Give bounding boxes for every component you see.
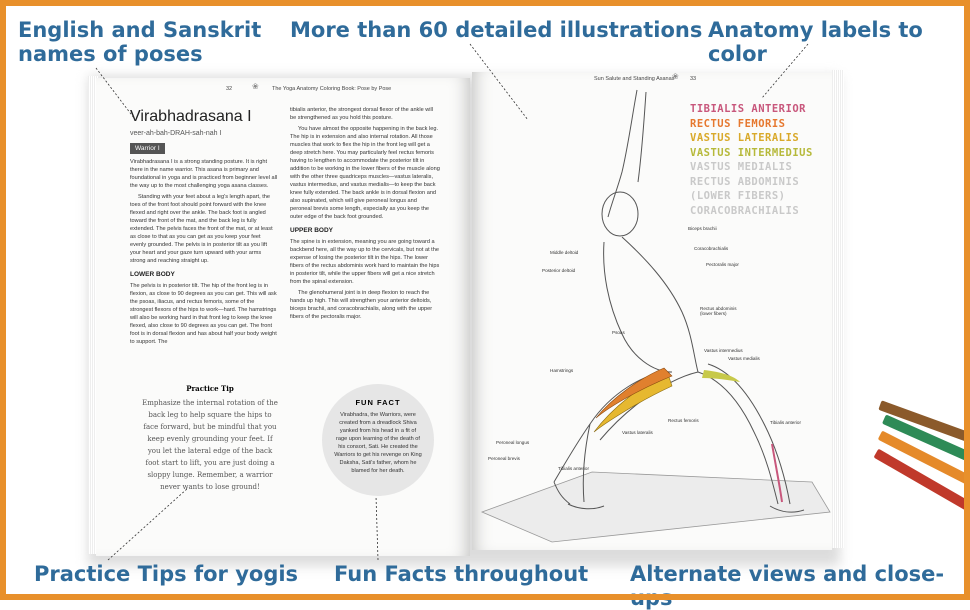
label-coraco: Coracobrachialis [694,246,728,251]
callout-views: Alternate views and close-ups [630,562,970,610]
legend-item: VASTUS INTERMEDIUS [690,146,813,161]
left-running-head: The Yoga Anatomy Coloring Book: Pose by Pose [272,86,391,92]
label-rect-fem: Rectus femoris [668,418,699,423]
callout-facts: Fun Facts throughout [334,562,588,586]
para2-text: Standing with your feet about a leg's length apart, the toes of the front foot should point forward with the knee flexed and right over the ankle. The back foot is angled toward the front of the mat, and the back leg is fully extended. The pelvis faces the front of the mat, or at least as close to that as you can get as you keep your feet evenly grounded. The pelvis is in posterior tilt as you lift your heart and your gaze turn upward with your arms strong and reaching straight up. [130,193,278,265]
legend-item: (LOWER FIBERS) [690,189,813,204]
left-page-number: 32 [226,86,232,92]
label-biceps: Biceps brachii [688,226,717,231]
leader-names [96,68,134,118]
upper-body-text: The spine is in extension, meaning you are going toward a backbend here, all the way up to the cervicals, but not at the expense of losing the posterior tilt in the hips. The lower fibers of the rectus abdominis work hard to maintain the hips in posterior tilt, while the upper fibers will get a nice stretch from the spinal extension. [290,238,440,286]
english-name-badge: Warrior I [130,143,165,154]
label-vast-lat: Vastus lateralis [622,430,653,435]
legend-item: TIBIALIS ANTERIOR [690,102,813,117]
lotus-icon: ❀ [252,82,259,91]
legend-item: CORACOBRACHIALIS [690,204,813,219]
label-tib-ant-bottom: Tibialis anterior [558,466,589,471]
leader-tips [108,488,188,560]
intro-text: Virabhadrasana I is a strong standing posture. It is right there in the name warrior. This asana is primary and foundational in yoga and is practiced from beginner level all the way up to the most challenging yoga asana classes. [130,158,278,190]
upper-body-heading: UPPER BODY [290,227,440,235]
label-per-long: Peroneal longus [496,440,529,445]
label-hamstrings: Hamstrings [550,368,573,373]
pose-title: Virabhadrasana I [130,108,252,126]
label-tib-ant-right: Tibialis anterior [770,420,801,425]
label-vast-int: Vastus intermedius [704,348,743,353]
label-per-brev: Peroneal brevis [488,456,520,461]
tip-body: Emphasize the internal rotation of the back leg to help square the hips to face forward, but be mindful that you keep evenly grounding your feet. If you let the lateral edge of the back foot start to lift, you are just doing a sloppy lunge. Remember, a warrior never wants to lose ground! [140,397,280,493]
label-post-delt: Posterior deltoid [542,268,575,273]
legend-item: RECTUS FEMORIS [690,117,813,132]
callout-illustrations: More than 60 detailed illustrations [290,18,702,42]
callout-names: English and Sanskrit names of poses [18,18,261,66]
legend-item: RECTUS ABDOMINIS [690,175,813,190]
legend-item: VASTUS LATERALIS [690,131,813,146]
pronunciation: veer-ah-bah-DRAH-sah-nah I [130,130,221,137]
right-running-head: Sun Salute and Standing Asanas [594,76,674,82]
tip-title: Practice Tip [140,384,280,393]
fun-fact-title: FUN FACT [322,398,434,407]
label-vast-med: Vastus medialis [728,356,760,361]
label-pec: Pectoralis major [706,262,739,267]
col2-b-text: You have almost the opposite happening in the back leg. The hip is in extension and also internal rotation. All those muscles that work to flex the hip in the front leg will get a deep stretch here. You may particularly feel rectus femoris having to lengthen to accommodate the posterior tilt in addition to be working in the lower fibers of the muscle along with the other three quadriceps muscles—vastus lateralis, vastus intermedius, and vastus medialis—to keep the back knee fully extended. The back ankle is in dorsal flexion and also supinated, which will give peroneal longus and peroneal brevis some length, especially as you keep the outer edge of the back foot grounded. [290,125,440,221]
lotus-icon-right: ❀ [672,72,679,81]
label-rect-abd: Rectus abdominis (lower fibers) [700,306,740,316]
callout-labels: Anatomy labels to color [708,18,970,66]
leader-facts [376,496,378,560]
lower-body-heading: LOWER BODY [130,271,278,279]
fun-fact-body: Virabhadra, the Warriors, were created from a dreadlock Shiva yanked from his head in a fit of rage upon learning of the death of his consort, Sati. He created the Warriors to get his revenge on King Daksha, Sati's father, whom he blamed for her death. [322,407,434,475]
callout-tips: Practice Tips for yogis [34,562,298,586]
leader-illustrations [470,44,528,120]
label-mid-delt: Middle deltoid [550,250,578,255]
right-page-number: 33 [690,76,696,82]
upper-body-2-text: The glenohumeral joint is in deep flexion to reach the hands up high. This will strengthen your anterior deltoids, biceps brachii, and coracobrachialis, along with the upper fibers of the pectoralis major. [290,289,440,321]
col2-a-text: tibialis anterior, the strongest dorsal flexor of the ankle will be strengthened as you hold this posture. [290,106,440,122]
lower-body-text: The pelvis is in posterior tilt. The hip of the front leg is in flexion, as close to 90 degrees as you can get. This will ask the psoas, iliacus, and rectus femoris, some of the strongest flexors of the hips to work—hard. The hamstrings will also be working hard in that front leg to keep the knee flexed, also close to 90 degrees as you can get. The front foot is in dorsal flexion and has about half your body weight to support. The [130,282,278,346]
legend-item: VASTUS MEDIALIS [690,160,813,175]
label-psoas: Psoas [612,330,625,335]
